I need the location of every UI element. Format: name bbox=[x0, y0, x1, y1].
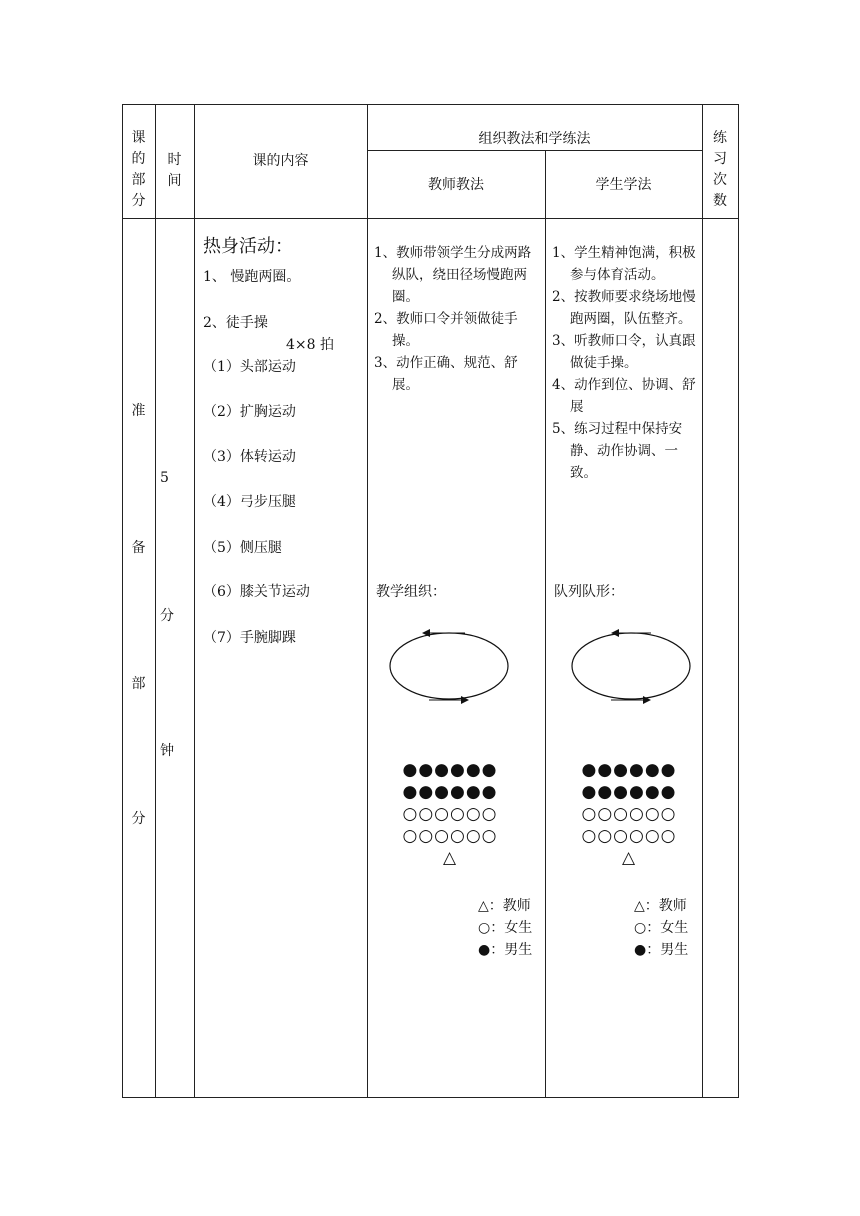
teacher-steps bbox=[374, 242, 540, 396]
student-step: 4、动作到位、协调、舒展 bbox=[552, 377, 696, 415]
part-char: 分 bbox=[131, 811, 146, 827]
student-step: 3、听教师口令，认真跟做徒手操。 bbox=[552, 333, 696, 371]
legend-girls: ○：女生 bbox=[634, 920, 689, 936]
running-loop-diagram bbox=[567, 626, 695, 708]
teacher-step: 1、教师带领学生分成两路纵队，绕田径场慢跑两圈。 bbox=[374, 245, 532, 305]
girls-row: ○○○○○○ bbox=[402, 804, 498, 824]
legend-boys: ●：男生 bbox=[634, 942, 689, 958]
header-teacher-method: 教师教法 bbox=[428, 177, 484, 193]
header-lesson-content: 课的内容 bbox=[252, 153, 309, 169]
part-char: 准 bbox=[131, 403, 146, 419]
boys-row: ●●●●●● bbox=[402, 760, 498, 780]
part-char: 部 bbox=[131, 676, 146, 692]
teaching-organization-label: 教学组织： bbox=[376, 584, 446, 600]
header-practice-count: 练 习 次 数 bbox=[713, 130, 727, 209]
formation-diagram bbox=[559, 759, 699, 869]
table-border-left bbox=[122, 104, 123, 1098]
formation-legend bbox=[478, 895, 532, 961]
teacher-marker: △ bbox=[442, 848, 458, 868]
header-divider bbox=[122, 218, 739, 219]
boys-row: ●●●●●● bbox=[581, 782, 677, 802]
exercise-item: （7）手腕脚踝 bbox=[203, 630, 296, 646]
legend-girls: ○：女生 bbox=[478, 920, 533, 936]
table-border-right bbox=[738, 104, 739, 1098]
legend-teacher: △：教师 bbox=[478, 898, 531, 914]
time-value: 5 bbox=[160, 470, 169, 486]
teacher-marker: △ bbox=[621, 848, 637, 868]
header-lesson-part: 课 的 部 分 bbox=[131, 130, 146, 209]
exercise-item: （3）体转运动 bbox=[203, 449, 296, 465]
girls-row: ○○○○○○ bbox=[581, 804, 677, 824]
beats-count: 4×8 拍 bbox=[286, 337, 334, 353]
col-divider-practice bbox=[702, 104, 703, 1098]
student-step: 5、练习过程中保持安静、动作协调、一致。 bbox=[552, 421, 683, 481]
exercise-item: （2）扩胸运动 bbox=[203, 404, 296, 420]
col-divider-content bbox=[194, 104, 195, 1098]
time-unit: 分 bbox=[160, 608, 174, 624]
content-item: 2、徒手操 bbox=[203, 315, 268, 331]
methods-subheader-divider bbox=[367, 150, 702, 151]
legend-boys: ●：男生 bbox=[478, 942, 533, 958]
header-student-method: 学生学法 bbox=[595, 177, 652, 193]
boys-row: ●●●●●● bbox=[581, 760, 677, 780]
table-border-top bbox=[122, 104, 739, 105]
col-divider-methods bbox=[367, 104, 368, 1098]
content-item: 1、 慢跑两圈。 bbox=[203, 269, 301, 285]
teacher-step: 3、动作正确、规范、舒展。 bbox=[374, 355, 518, 393]
formation-label: 队列队形： bbox=[554, 584, 624, 600]
table-border-bottom bbox=[122, 1097, 739, 1098]
legend-teacher: △：教师 bbox=[634, 898, 687, 914]
header-methods: 组织教法和学练法 bbox=[478, 131, 591, 147]
col-divider-time bbox=[155, 104, 156, 1098]
boys-row: ●●●●●● bbox=[402, 782, 498, 802]
time-unit: 钟 bbox=[160, 743, 174, 759]
girls-row: ○○○○○○ bbox=[402, 826, 498, 846]
exercise-item: （5）侧压腿 bbox=[203, 540, 282, 556]
student-steps bbox=[552, 242, 698, 484]
girls-row: ○○○○○○ bbox=[581, 826, 677, 846]
teacher-step: 2、教师口令并领做徒手操。 bbox=[374, 311, 518, 349]
exercise-item: （4）弓步压腿 bbox=[203, 494, 296, 510]
running-loop-diagram bbox=[385, 626, 513, 708]
col-divider-student bbox=[545, 150, 546, 1098]
exercise-item: （1）头部运动 bbox=[203, 359, 296, 375]
student-step: 2、按教师要求绕场地慢跑两圈，队伍整齐。 bbox=[552, 289, 696, 327]
header-time: 时 间 bbox=[167, 152, 182, 189]
formation-legend bbox=[634, 895, 688, 961]
part-char: 备 bbox=[131, 540, 146, 556]
student-step: 1、学生精神饱满，积极参与体育活动。 bbox=[552, 245, 696, 283]
formation-diagram bbox=[380, 759, 520, 869]
warmup-title: 热身活动： bbox=[203, 236, 293, 257]
exercise-item: （6）膝关节运动 bbox=[203, 584, 310, 600]
